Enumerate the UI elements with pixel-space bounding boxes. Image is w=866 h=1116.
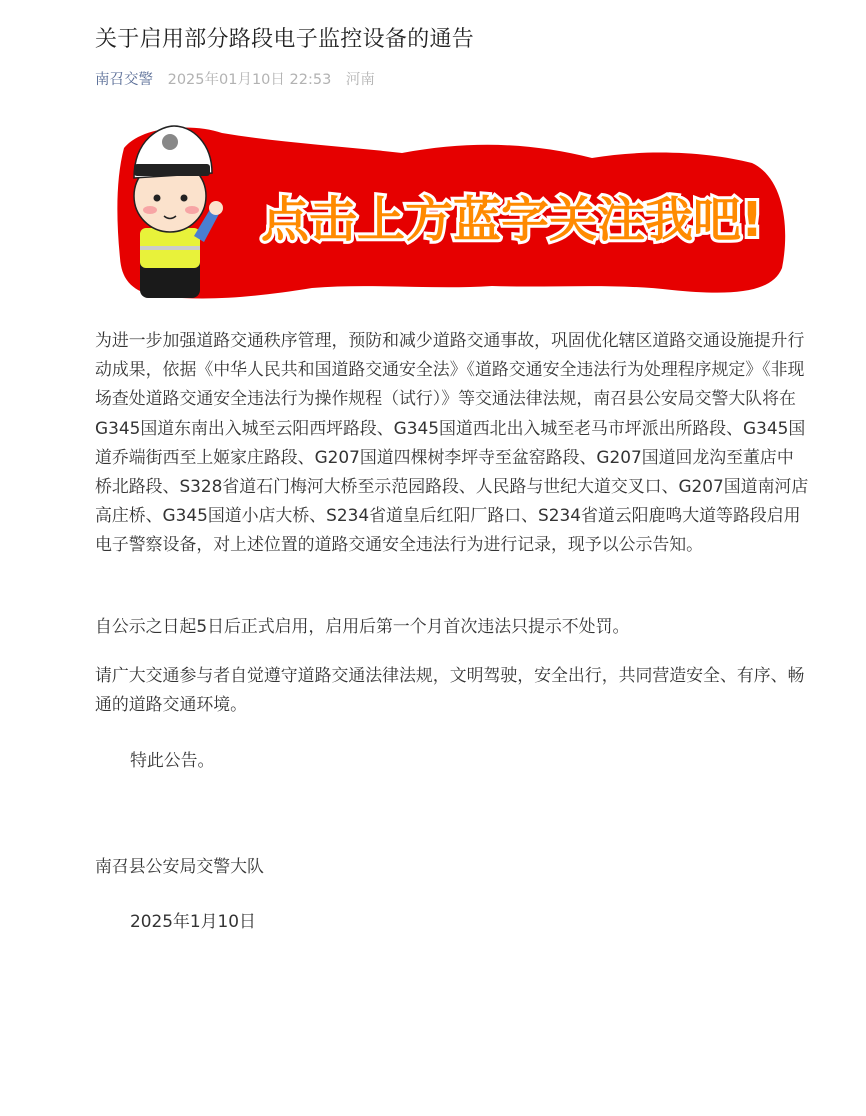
follow-banner (112, 118, 792, 308)
paragraph-intro: 为进一步加强道路交通秩序管理，预防和减少道路交通事故，巩固优化辖区道路交通设施提升行动成果，依据《中华人民共和国道路交通安全法》《道路交通安全违法行为处理程序规定》《非现场查处道路交通安全违法行为操作规程（试行）》等交通法律法规，南召县公安局交警大队将在G345国道东南出入城至云阳西坪路段、G345国道西北出入城至老马市坪派出所路段、G345国道乔端街西至上姬家庄路段、G207国道四棵树李坪寺至盆窑路段、G207国道回龙沟至董店中桥北路段、S328省道石门梅河大桥至示范园路段、人民路与世纪大道交叉口、G207国道南河店高庄桥、G345国道小店大桥、S234省道皇后红阳厂路口、S234省道云阳鹿鸣大道等路段启用电子警察设备，对上述位置的道路交通安全违法行为进行记录，现予以公示告知。 (95, 330, 809, 555)
paragraph-appeal: 请广大交通参与者自觉遵守道路交通法律法规，文明驾驶，安全出行，共同营造安全、有序、畅通的道路交通环境。 (95, 665, 805, 715)
paragraph-closing: 特此公告。 (130, 750, 215, 770)
article-title: 关于启用部分路段电子监控设备的通告 (95, 27, 475, 52)
follow-banner-image (112, 118, 792, 308)
signature: 南召县公安局交警大队 (95, 856, 264, 876)
publish-time: 2025年01月10日 22:53 (167, 72, 332, 88)
author-link[interactable]: 南召交警 (95, 72, 153, 88)
signature-date: 2025年1月10日 (130, 911, 256, 931)
paragraph-grace-period: 自公示之日起5日后正式启用，启用后第一个月首次违法只提示不处罚。 (95, 616, 630, 636)
follow-banner-text: 点击上方蓝字关注我吧! (261, 192, 763, 248)
article-meta (95, 68, 375, 89)
location: 河南 (345, 72, 375, 88)
